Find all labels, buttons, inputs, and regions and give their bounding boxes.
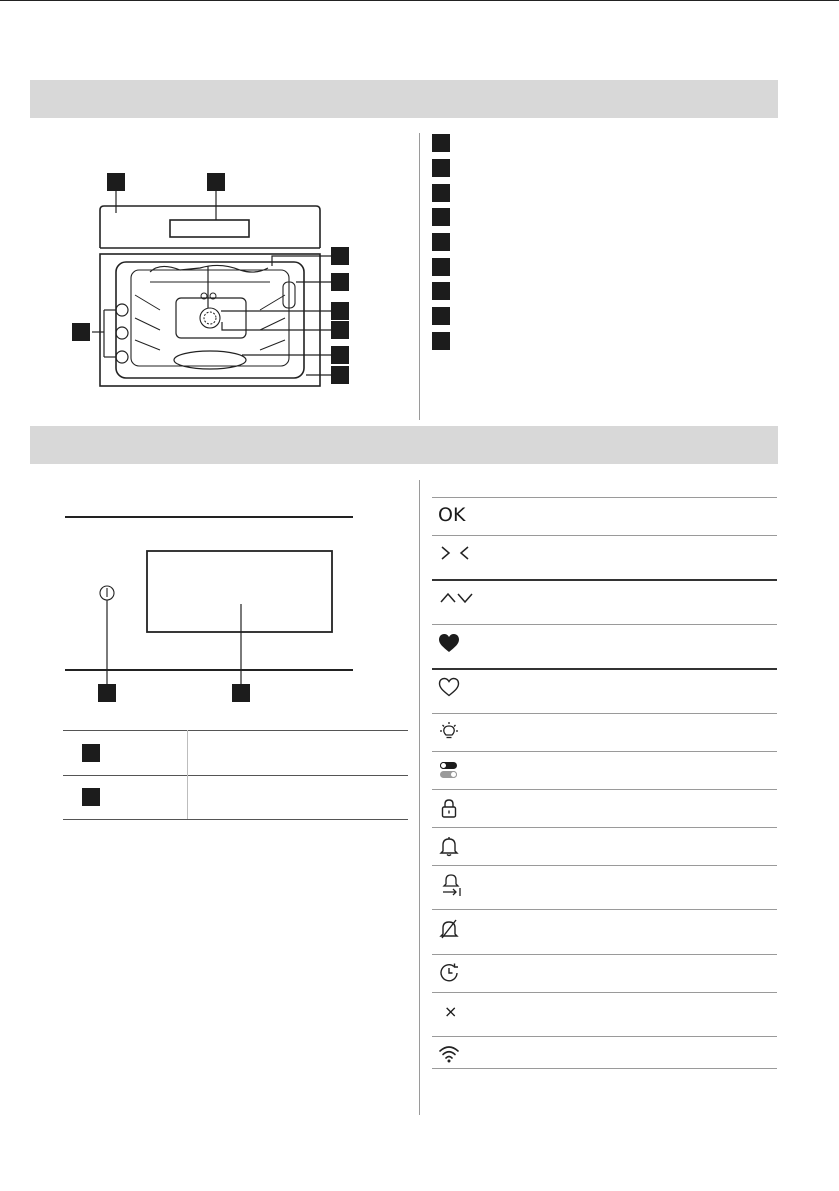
- symbol-row-rule: [432, 827, 777, 828]
- bell-muted-icon: [438, 912, 478, 946]
- symbol-row-rule: [432, 865, 777, 866]
- light-bulb-icon: [438, 715, 478, 749]
- symbol-row-rule: [432, 992, 777, 993]
- heart-outline-icon: [438, 670, 478, 704]
- bell-icon: [438, 829, 478, 863]
- symbol-row-rule: [432, 713, 777, 714]
- toggle-switches-icon: [438, 753, 478, 787]
- symbol-row-rule: [432, 497, 777, 498]
- symbol-row-rule: [432, 789, 777, 790]
- table-rule: [63, 775, 408, 776]
- symbol-row-rule: [432, 1068, 777, 1069]
- callout-marker: [232, 684, 250, 702]
- table-column-divider: [187, 730, 188, 819]
- symbol-row-rule: [432, 535, 777, 536]
- ok-icon: [438, 498, 478, 532]
- heart-filled-icon: [438, 626, 478, 660]
- symbol-row-rule: [432, 668, 777, 670]
- symbol-row-rule: [432, 1036, 777, 1037]
- table-marker-1: [82, 744, 100, 762]
- close-x-icon: [438, 994, 478, 1028]
- chevrons-up-down-icon: [438, 580, 478, 614]
- symbol-row-rule: [432, 579, 777, 581]
- clock-timer-icon: [438, 956, 478, 990]
- symbol-row-rule: [432, 751, 777, 752]
- symbol-row-rule: [432, 954, 777, 955]
- bell-forward-icon: [438, 868, 478, 902]
- wifi-icon: [438, 1037, 478, 1071]
- ok-glyph: OK: [438, 504, 466, 526]
- lock-icon: [438, 791, 478, 825]
- table-rule: [63, 819, 408, 820]
- table-marker-2: [82, 788, 100, 806]
- symbol-row-rule: [432, 624, 777, 625]
- close-x-glyph: ×: [444, 1001, 458, 1021]
- chevrons-left-right-icon: [438, 536, 478, 570]
- table-rule: [63, 730, 408, 731]
- symbol-row-rule: [432, 909, 777, 910]
- callout-marker: [98, 684, 116, 702]
